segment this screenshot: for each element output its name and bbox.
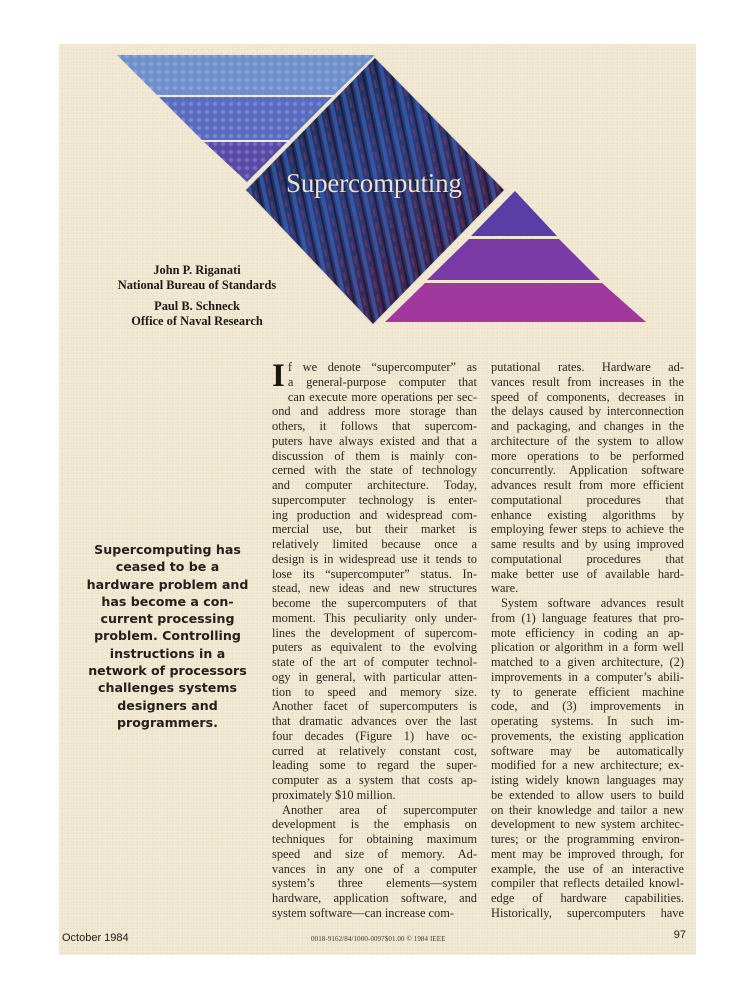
body-text-line: architecture of the system to allow bbox=[491, 433, 684, 448]
body-text-line: curred at relatively constant cost, bbox=[272, 743, 477, 758]
body-text-line: computational procedures that bbox=[491, 492, 684, 507]
body-text-line: provements, the existing application bbox=[491, 728, 684, 743]
body-text-line: relatively limited because once a bbox=[272, 537, 477, 551]
body-text-line: state of the art of computer technol- bbox=[272, 655, 477, 669]
body-text-line: design is in widespread use it tends to bbox=[272, 551, 477, 566]
body-text-line: lines the development of supercom- bbox=[272, 625, 477, 640]
author-block bbox=[111, 263, 283, 335]
body-text-line: speed and size of memory. Ad- bbox=[272, 846, 477, 861]
body-text-line: Another facet of supercomputers is bbox=[272, 699, 477, 714]
body-text-line: stead, new ideas and new structures bbox=[272, 581, 477, 596]
body-text-line: moment. This peculiarity only under- bbox=[272, 610, 477, 625]
body-text-line: can execute more operations per sec- bbox=[287, 389, 477, 404]
body-text-line: employing fewer steps to achieve the bbox=[491, 522, 684, 537]
magazine-page bbox=[59, 44, 696, 955]
pull-quote-line: challenges systems bbox=[98, 680, 237, 696]
body-text-line: tures; or the programming environ- bbox=[491, 832, 684, 846]
body-text-line: enhance existing algorithms by bbox=[491, 507, 684, 522]
body-text-line: mercial use, but their market is bbox=[272, 522, 477, 537]
body-text-line: discussion of them is mainly con- bbox=[272, 448, 477, 463]
body-text-line: be extended to allow users to build bbox=[491, 787, 684, 802]
pull-quote-line: problem. Controlling bbox=[94, 628, 241, 644]
body-text-line: puters as equivalent to the evolving bbox=[272, 640, 477, 655]
author-1 bbox=[111, 263, 283, 293]
body-column-2 bbox=[491, 360, 684, 921]
article-title: Supercomputing bbox=[286, 168, 462, 198]
body-text-line: f we denote “supercomputer” as bbox=[287, 360, 477, 374]
body-text-line: hardware, application software, and bbox=[272, 891, 477, 905]
body-text-line: ty to generate efficient machine bbox=[491, 684, 684, 699]
author-name: John P. Riganati bbox=[153, 263, 241, 277]
body-text-line: software may be automatically bbox=[491, 743, 684, 758]
author-name: Paul B. Schneck bbox=[154, 299, 240, 313]
body-text-line: modified for a new architecture; ex- bbox=[491, 758, 684, 773]
body-text-line: others, it follows that supercom- bbox=[272, 419, 477, 433]
body-text-line: isting widely known languages may bbox=[491, 773, 684, 787]
author-2 bbox=[111, 299, 283, 329]
pull-quote-line: ceased to be a bbox=[115, 559, 220, 575]
pull-quote-line: has become a con- bbox=[101, 593, 234, 609]
body-text-line: edge of hardware capabilities. bbox=[491, 891, 684, 905]
body-text-line: ware. bbox=[491, 581, 519, 596]
body-text-line: four decades (Figure 1) have oc- bbox=[272, 728, 477, 743]
body-text-line: matched to a given architecture, (2) bbox=[491, 655, 684, 669]
body-text-line: concurrently. Application software bbox=[491, 463, 684, 478]
body-text-line: supercomputer technology is enter- bbox=[272, 492, 477, 507]
author-affiliation: National Bureau of Standards bbox=[117, 278, 277, 292]
body-text-line: lose its “supercomputer” status. In- bbox=[272, 566, 477, 581]
body-text-line: tion to speed and memory size. bbox=[272, 684, 477, 699]
pull-quote bbox=[80, 541, 255, 731]
body-text-line: more operations to be performed bbox=[491, 448, 684, 463]
body-text-line: advances result from more efficient bbox=[491, 478, 684, 492]
body-text-line: speed of components, decreases in bbox=[491, 389, 684, 404]
body-text-line: cerned with the state of technology bbox=[272, 463, 477, 478]
body-text-line: operating systems. In such im- bbox=[491, 714, 684, 728]
body-text-line: leading some to regard the super- bbox=[272, 758, 477, 773]
body-text-line: vances in any one of a computer bbox=[272, 861, 477, 876]
body-text-line: ing production and widespread com- bbox=[272, 507, 477, 522]
body-text-line: the delays caused by interconnection bbox=[491, 404, 684, 419]
body-text-line: example, the use of an interactive bbox=[491, 861, 684, 876]
body-text-line: on their knowledge and tailor a new bbox=[491, 802, 684, 817]
body-text-line: improvements in a computer’s abili- bbox=[491, 669, 684, 684]
body-text-line: and packaging, and changes in the bbox=[491, 419, 684, 433]
page-number: 97 bbox=[673, 929, 686, 941]
body-text-line: that dramatic advances over the last bbox=[272, 714, 477, 728]
body-text-line: Historically, supercomputers have bbox=[491, 905, 684, 920]
drop-cap: I bbox=[272, 358, 285, 394]
pull-quote-line: designers and bbox=[117, 697, 218, 713]
body-text-line: computer as a system that costs ap- bbox=[272, 773, 477, 787]
body-text-line: computational procedures that bbox=[491, 551, 684, 566]
body-text-line: and computer architecture. Today, bbox=[272, 478, 477, 492]
body-text-line: a general-purpose computer that bbox=[287, 374, 477, 389]
body-column-1 bbox=[272, 360, 477, 921]
body-text-line: system’s three elements—system bbox=[272, 876, 477, 891]
pull-quote-line: instructions in a bbox=[109, 645, 226, 661]
body-text-line: proximately $10 million. bbox=[272, 787, 396, 802]
body-text-line: become the supercomputers of that bbox=[272, 596, 477, 610]
body-text-line: ond and address more storage than bbox=[272, 404, 477, 419]
pull-quote-line: current processing bbox=[100, 611, 235, 627]
author-affiliation: Office of Naval Research bbox=[131, 314, 263, 328]
pull-quote-line: Supercomputing has bbox=[94, 542, 241, 557]
body-text-line: Another area of supercomputer bbox=[282, 802, 477, 817]
body-text-line: code, and (3) improvements in bbox=[491, 699, 684, 714]
body-text-line: putational rates. Hardware ad- bbox=[491, 360, 684, 374]
body-text-line: techniques for obtaining maximum bbox=[272, 832, 477, 846]
pull-quote-line: hardware problem and bbox=[86, 576, 249, 592]
body-text-line: plication or algorithm in a form well bbox=[491, 640, 684, 655]
body-text-line: from (1) language features that pro- bbox=[491, 610, 684, 625]
body-text-line: system software—can increase com- bbox=[272, 905, 454, 920]
body-text-line: ment may be improved through, for bbox=[491, 846, 684, 861]
pull-quote-line: programmers. bbox=[117, 714, 218, 730]
body-text-line: vances result from increases in the bbox=[491, 374, 684, 389]
issue-date: October 1984 bbox=[62, 932, 129, 944]
body-text-line: same results and by using improved bbox=[491, 537, 684, 551]
body-text-line: make better use of available hard- bbox=[491, 566, 684, 581]
pull-quote-line: network of processors bbox=[88, 663, 247, 679]
body-text-line: mote efficiency in coding an ap- bbox=[491, 625, 684, 640]
body-text-line: puters have always existed and that a bbox=[272, 433, 477, 448]
body-text-line: development is the emphasis on bbox=[272, 817, 477, 832]
body-text-line: development to new system architec- bbox=[491, 817, 684, 832]
body-text-line: System software advances result bbox=[501, 596, 684, 610]
copyright-line: 0018-9162/84/1000-0097$01.00 © 1984 IEEE bbox=[311, 935, 446, 943]
body-text-line: compiler that reflects detailed knowl- bbox=[491, 876, 684, 891]
body-text-line: ogy in general, with particular atten- bbox=[272, 669, 477, 684]
